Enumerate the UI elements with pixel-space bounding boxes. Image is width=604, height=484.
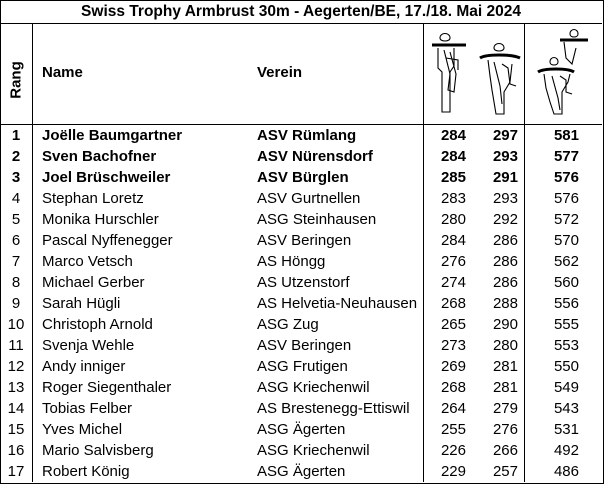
score-2-cell: 286 [492, 232, 518, 249]
name-cell: Sven Bachofner [42, 148, 157, 165]
score-2-cell: 293 [492, 190, 518, 207]
total-cell: 531 [553, 421, 579, 438]
score-1-cell: 264 [440, 400, 466, 417]
table-row [0, 461, 602, 482]
total-cell: 560 [553, 274, 579, 291]
rank-cell: 10 [7, 316, 25, 333]
club-header: Verein [257, 64, 303, 81]
score-1-cell: 226 [440, 442, 466, 459]
total-cell: 562 [553, 253, 579, 270]
rank-header: Rang [7, 61, 25, 99]
rank-cell: 2 [11, 148, 21, 165]
table-row [0, 251, 602, 272]
rank-cell: 15 [7, 421, 25, 438]
name-cell: Joëlle Baumgartner [42, 127, 183, 144]
score-1-cell: 285 [440, 169, 466, 186]
club-cell: ASV Bürglen [257, 169, 349, 186]
name-cell: Andy inniger [42, 358, 126, 375]
score-2-cell: 257 [492, 463, 518, 480]
name-cell: Monika Hurschler [42, 211, 159, 228]
total-cell: 553 [553, 337, 579, 354]
name-cell: Sarah Hügli [42, 295, 121, 312]
table-row [0, 398, 602, 419]
table-row [0, 209, 602, 230]
page-title: Swiss Trophy Armbrust 30m - Aegerten/BE, 17./18. Mai 2024 [0, 0, 602, 24]
table-row [0, 419, 602, 440]
rank-cell: 14 [7, 400, 25, 417]
table-row [0, 272, 602, 293]
name-cell: Yves Michel [42, 421, 123, 438]
rank-cell: 17 [7, 463, 25, 480]
name-cell: Stephan Loretz [42, 190, 144, 207]
club-cell: ASG Frutigen [257, 358, 348, 375]
score-1-cell: 274 [440, 274, 466, 291]
name-cell: Robert König [42, 463, 130, 480]
club-cell: ASG Ägerten [257, 463, 346, 480]
score-1-cell: 229 [440, 463, 466, 480]
club-cell: AS Höngg [257, 253, 326, 270]
rank-cell: 16 [7, 442, 25, 459]
table-row [0, 167, 602, 188]
club-cell: ASV Beringen [257, 232, 352, 249]
score-2-cell: 286 [492, 274, 518, 291]
score-2-cell: 281 [492, 379, 518, 396]
score-1-cell: 268 [440, 295, 466, 312]
rank-cell: 13 [7, 379, 25, 396]
name-cell: Pascal Nyffenegger [42, 232, 173, 249]
total-cell: 577 [553, 148, 579, 165]
table-row [0, 125, 602, 146]
total-cell: 549 [553, 379, 579, 396]
club-cell: ASG Ägerten [257, 421, 346, 438]
total-cell: 576 [553, 190, 579, 207]
total-cell: 492 [553, 442, 579, 459]
two-shooters-icon [536, 28, 590, 118]
table-row [0, 293, 602, 314]
score-2-cell: 292 [492, 211, 518, 228]
score-2-cell: 280 [492, 337, 518, 354]
rank-cell: 11 [8, 337, 24, 354]
table-row [0, 188, 602, 209]
standing-shooter-icon [476, 42, 524, 118]
score-1-cell: 280 [440, 211, 466, 228]
score-2-cell: 293 [492, 148, 518, 165]
name-cell: Joel Brüschweiler [42, 169, 171, 186]
club-cell: AS Utzenstorf [257, 274, 350, 291]
club-cell: AS Brestenegg-Ettiswil [257, 400, 410, 417]
total-cell: 550 [553, 358, 579, 375]
score-2-cell: 286 [492, 253, 518, 270]
club-cell: ASG Kriechenwil [257, 442, 370, 459]
score-2-cell: 297 [492, 127, 518, 144]
table-row [0, 356, 602, 377]
table-row [0, 230, 602, 251]
club-cell: ASV Beringen [257, 337, 352, 354]
name-cell: Marco Vetsch [42, 253, 133, 270]
rank-cell: 12 [7, 358, 25, 375]
total-cell: 576 [553, 169, 579, 186]
name-cell: Michael Gerber [42, 274, 145, 291]
name-cell: Svenja Wehle [42, 337, 135, 354]
score-2-cell: 281 [492, 358, 518, 375]
name-header: Name [42, 64, 83, 81]
score-1-cell: 268 [440, 379, 466, 396]
score-2-cell: 290 [492, 316, 518, 333]
total-cell: 572 [553, 211, 579, 228]
total-cell: 555 [553, 316, 579, 333]
rank-cell: 5 [11, 211, 21, 228]
rank-cell: 7 [11, 253, 21, 270]
score-1-cell: 284 [440, 127, 466, 144]
rank-cell: 8 [11, 274, 21, 291]
kneeling-shooter-icon [428, 30, 470, 116]
rank-cell: 1 [11, 127, 21, 144]
club-cell: ASG Kriechenwil [257, 379, 370, 396]
score-1-cell: 265 [440, 316, 466, 333]
total-cell: 543 [553, 400, 579, 417]
name-cell: Roger Siegenthaler [42, 379, 172, 396]
results-list [0, 125, 602, 482]
total-cell: 570 [553, 232, 579, 249]
score-2-cell: 279 [492, 400, 518, 417]
total-cell: 486 [553, 463, 579, 480]
table-row [0, 146, 602, 167]
club-cell: ASG Zug [257, 316, 319, 333]
score-2-cell: 276 [492, 421, 518, 438]
score-2-cell: 291 [492, 169, 518, 186]
score-1-cell: 273 [440, 337, 466, 354]
club-cell: ASV Rümlang [257, 127, 357, 144]
score-1-cell: 284 [440, 232, 466, 249]
score-1-cell: 276 [440, 253, 466, 270]
total-cell: 556 [553, 295, 579, 312]
club-cell: ASG Steinhausen [257, 211, 377, 228]
score-2-cell: 288 [492, 295, 518, 312]
rank-cell: 3 [11, 169, 21, 186]
table-row [0, 377, 602, 398]
score-2-cell: 266 [492, 442, 518, 459]
score-1-cell: 284 [440, 148, 466, 165]
rank-cell: 6 [11, 232, 21, 249]
score-1-cell: 255 [440, 421, 466, 438]
name-cell: Mario Salvisberg [42, 442, 154, 459]
club-cell: ASV Nürensdorf [257, 148, 373, 165]
score-1-cell: 283 [440, 190, 466, 207]
rank-cell: 4 [11, 190, 21, 207]
name-cell: Tobias Felber [42, 400, 133, 417]
table-row [0, 314, 602, 335]
total-cell: 581 [553, 127, 579, 144]
name-cell: Christoph Arnold [42, 316, 153, 333]
score-1-cell: 269 [440, 358, 466, 375]
rank-cell: 9 [11, 295, 21, 312]
table-row [0, 335, 602, 356]
table-row [0, 440, 602, 461]
club-cell: ASV Gurtnellen [257, 190, 361, 207]
club-cell: AS Helvetia-Neuhausen [257, 295, 418, 312]
